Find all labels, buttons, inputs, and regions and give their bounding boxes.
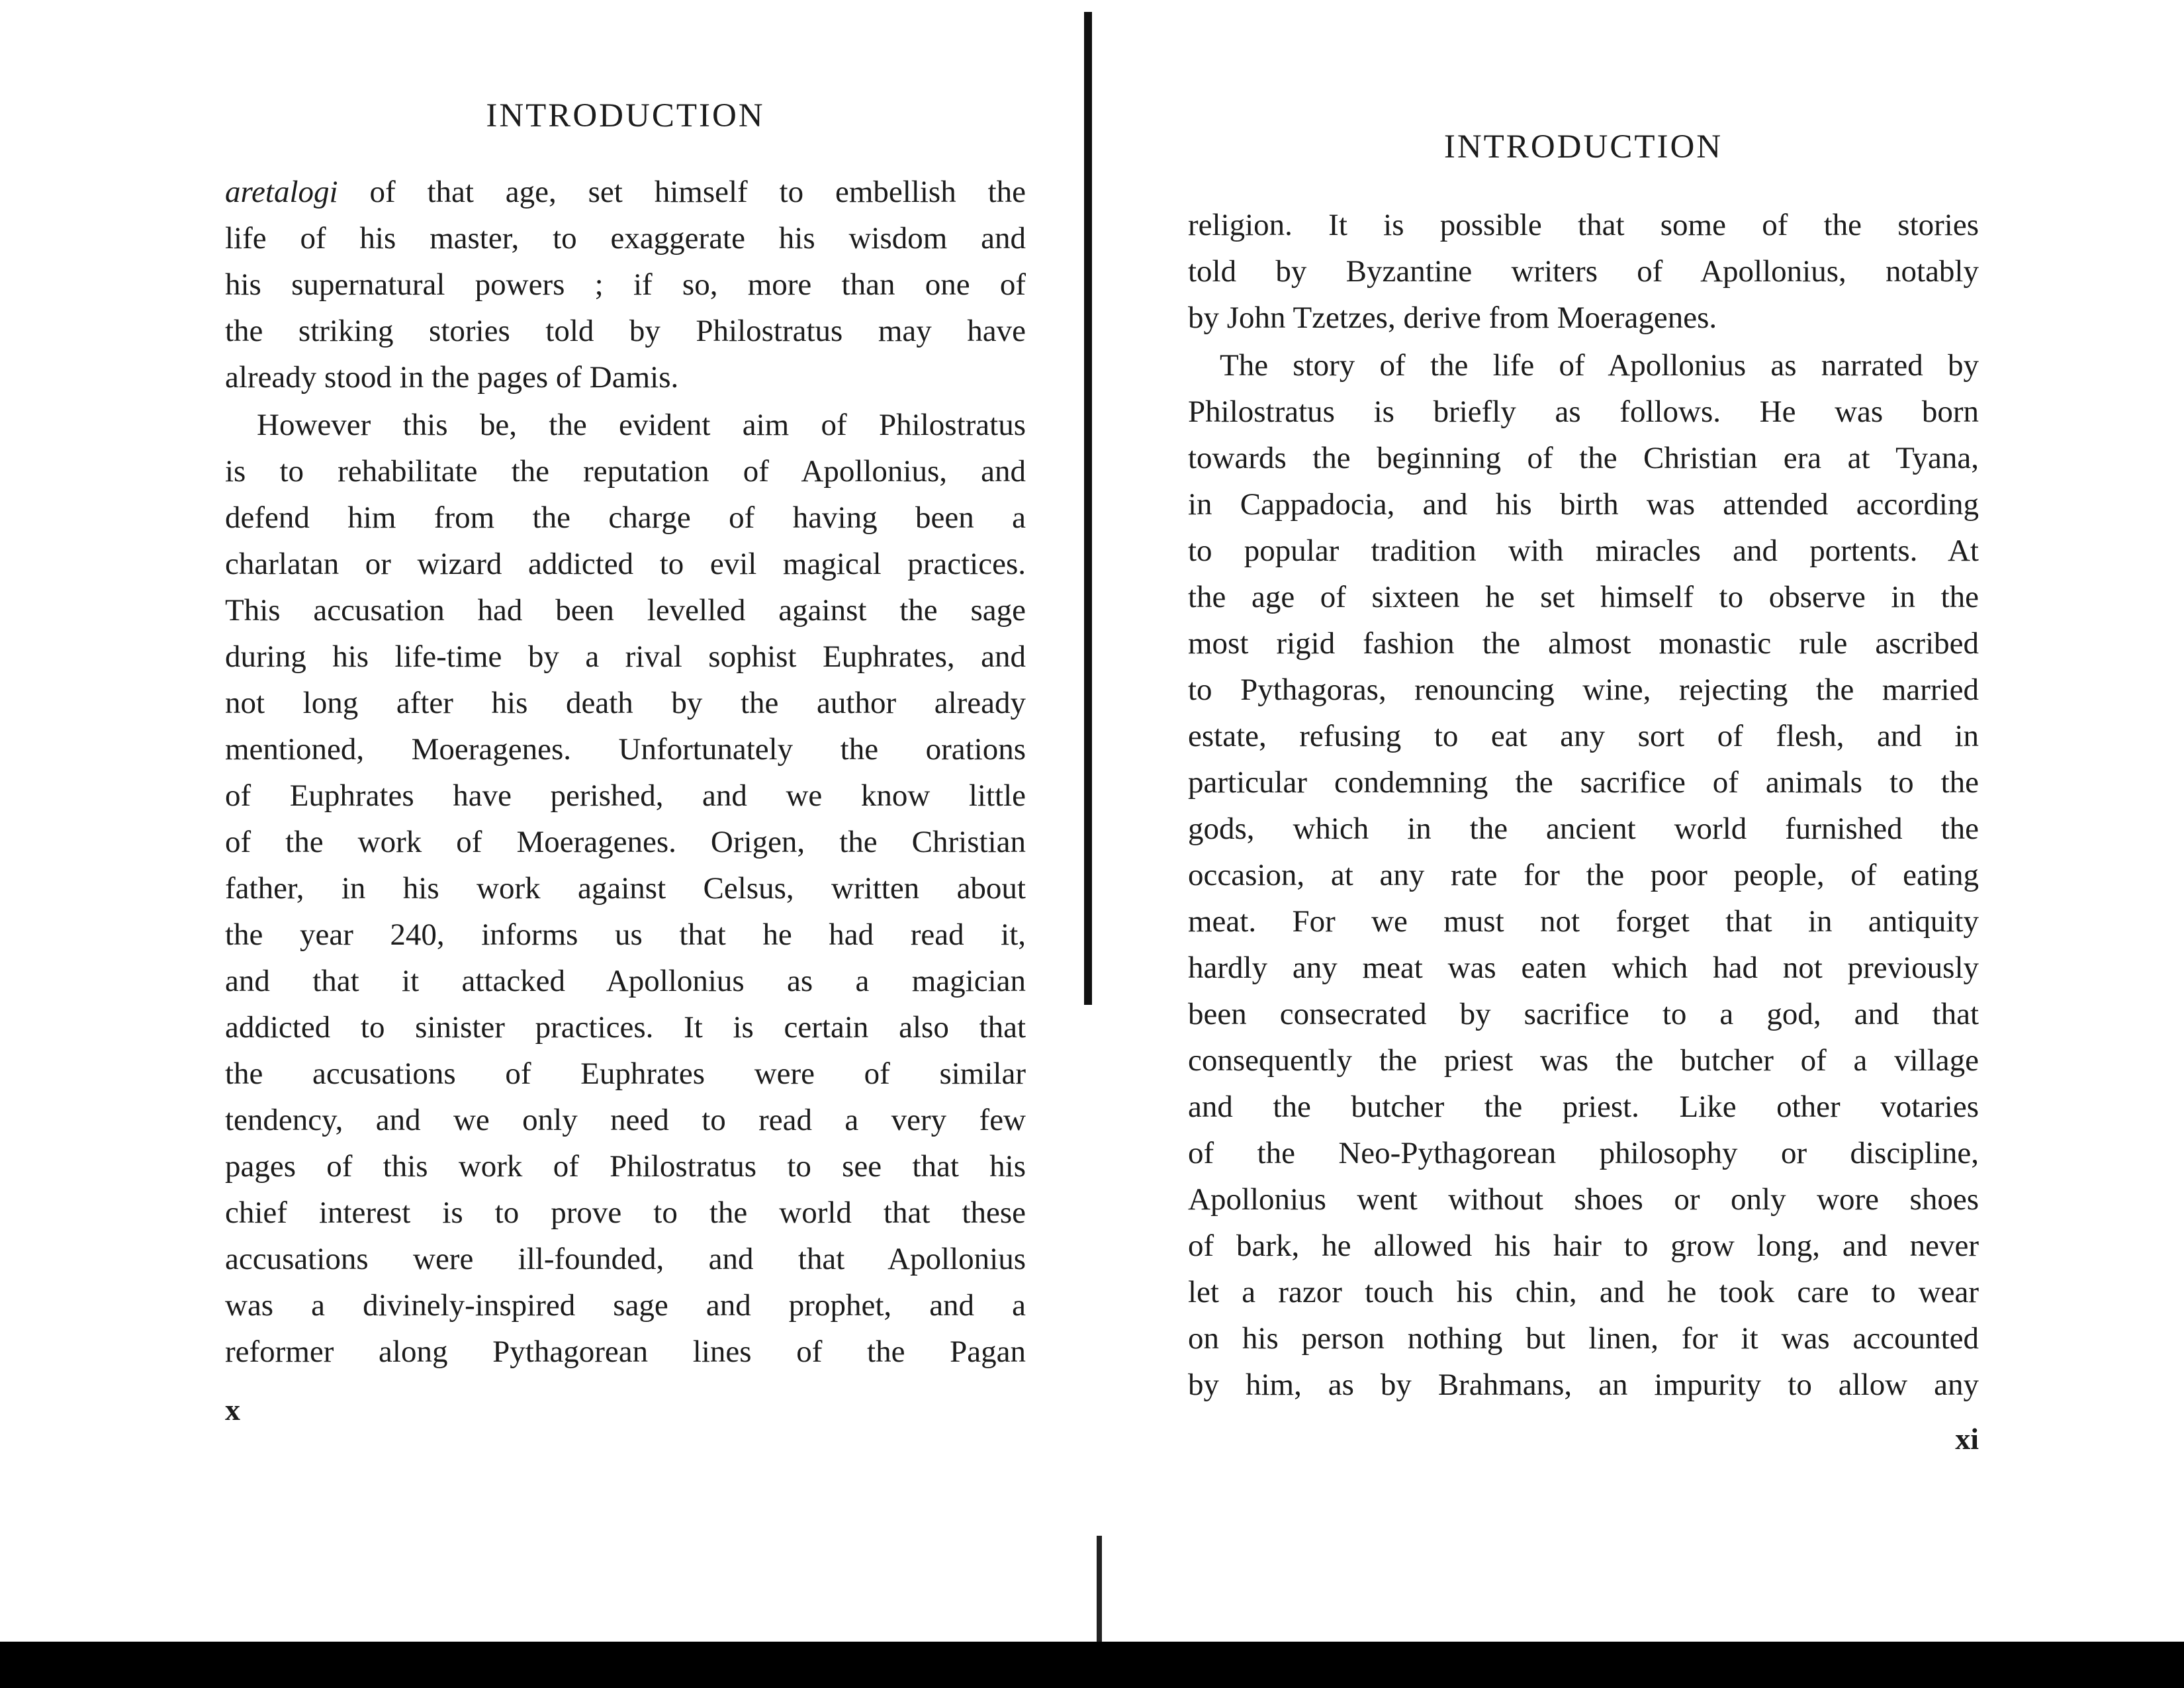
text-line: occasion, at any rate for the poor people, of eating	[1188, 858, 1979, 892]
text-line: been consecrated by sacrifice to a god, and that	[1188, 997, 1979, 1031]
text-line: of the Neo-Pythagorean philosophy or discipline,	[1188, 1136, 1979, 1170]
text-line	[225, 169, 1026, 215]
scan-bottom-edge	[0, 1642, 2184, 1688]
text-line: the accusations of Euphrates were of similar	[225, 1056, 1026, 1091]
text-line: pages of this work of Philostratus to see that his	[225, 1149, 1026, 1184]
text-line: tendency, and we only need to read a very few	[225, 1103, 1026, 1137]
text-line: to popular tradition with miracles and portents. At	[1188, 534, 1979, 568]
page-heading: INTRODUCTION	[486, 97, 765, 134]
italic-word: aretalogi	[225, 175, 338, 209]
page-number: xi	[1955, 1422, 1979, 1456]
text-line: consequently the priest was the butcher of a village	[1188, 1043, 1979, 1078]
text-line: However this be, the evident aim of Philostratus	[257, 408, 1026, 442]
text-line: addicted to sinister practices. It is certain also that	[225, 1010, 1026, 1045]
text-line: by him, as by Brahmans, an impurity to allow any	[1188, 1368, 1979, 1402]
text-line: in Cappadocia, and his birth was attended according	[1188, 487, 1979, 522]
text-line: is to rehabilitate the reputation of Apollonius, and	[225, 454, 1026, 489]
text-line: mentioned, Moeragenes. Unfortunately the orations	[225, 732, 1026, 767]
text-line: defend him from the charge of having been a	[225, 500, 1026, 535]
text-line: not long after his death by the author already	[225, 686, 1026, 720]
text-run: of that age, set himself to embellish the	[338, 175, 1026, 209]
text-line: life of his master, to exaggerate his wisdom and	[225, 221, 1026, 256]
text-line: of the work of Moeragenes. Origen, the Christian	[225, 825, 1026, 859]
text-line: by John Tzetzes, derive from Moeragenes.	[1188, 301, 1717, 335]
text-line: was a divinely-inspired sage and prophet, and a	[225, 1288, 1026, 1323]
text-line: to Pythagoras, renouncing wine, rejecting the married	[1188, 673, 1979, 707]
text-line: the age of sixteen he set himself to observe in the	[1188, 580, 1979, 614]
right-page	[1188, 119, 1979, 1462]
text-line: and the butcher the priest. Like other votaries	[1188, 1090, 1979, 1124]
text-line: meat. For we must not forget that in antiquity	[1188, 904, 1979, 939]
text-line: towards the beginning of the Christian era at Tyana,	[1188, 441, 1979, 475]
text-line: father, in his work against Celsus, written about	[225, 871, 1026, 906]
text-line: Philostratus is briefly as follows. He was born	[1188, 395, 1979, 429]
left-page	[225, 86, 1026, 1433]
text-line: religion. It is possible that some of the stories	[1188, 208, 1979, 242]
text-line: on his person nothing but linen, for it was accounted	[1188, 1321, 1979, 1356]
text-line: of Euphrates have perished, and we know little	[225, 778, 1026, 813]
page-number: x	[225, 1393, 240, 1427]
text-line: told by Byzantine writers of Apollonius, notably	[1188, 254, 1979, 289]
page-heading: INTRODUCTION	[1443, 128, 1723, 165]
text-line: most rigid fashion the almost monastic rule ascribed	[1188, 626, 1979, 661]
text-line: the year 240, informs us that he had read it,	[225, 917, 1026, 952]
book-gutter-lower	[1097, 1536, 1102, 1642]
text-line: estate, refusing to eat any sort of flesh, and in	[1188, 719, 1979, 753]
text-line: the striking stories told by Philostratus may have	[225, 314, 1026, 348]
left-page-body	[225, 169, 1026, 1375]
book-gutter	[1084, 12, 1092, 1005]
text-line: Apollonius went without shoes or only wore shoes	[1188, 1182, 1979, 1217]
text-line: The story of the life of Apollonius as narrated by	[1220, 348, 1979, 383]
text-line: hardly any meat was eaten which had not previously	[1188, 951, 1979, 985]
text-line: and that it attacked Apollonius as a magician	[225, 964, 1026, 998]
text-line: This accusation had been levelled against the sage	[225, 593, 1026, 628]
right-page-body	[1188, 202, 1979, 1408]
text-line: let a razor touch his chin, and he took care to wear	[1188, 1275, 1979, 1309]
text-line: gods, which in the ancient world furnished the	[1188, 812, 1979, 846]
text-line: reformer along Pythagorean lines of the Pagan	[225, 1335, 1026, 1369]
text-line: accusations were ill-founded, and that Apollonius	[225, 1242, 1026, 1276]
text-line: during his life-time by a rival sophist Euphrates, and	[225, 639, 1026, 674]
text-line: chief interest is to prove to the world that these	[225, 1196, 1026, 1230]
text-line: particular condemning the sacrifice of animals to the	[1188, 765, 1979, 800]
text-line: already stood in the pages of Damis.	[225, 360, 679, 395]
text-line: his supernatural powers ; if so, more than one of	[225, 267, 1026, 302]
text-line: charlatan or wizard addicted to evil magical practices.	[225, 547, 1026, 581]
text-line: of bark, he allowed his hair to grow long, and never	[1188, 1229, 1979, 1263]
